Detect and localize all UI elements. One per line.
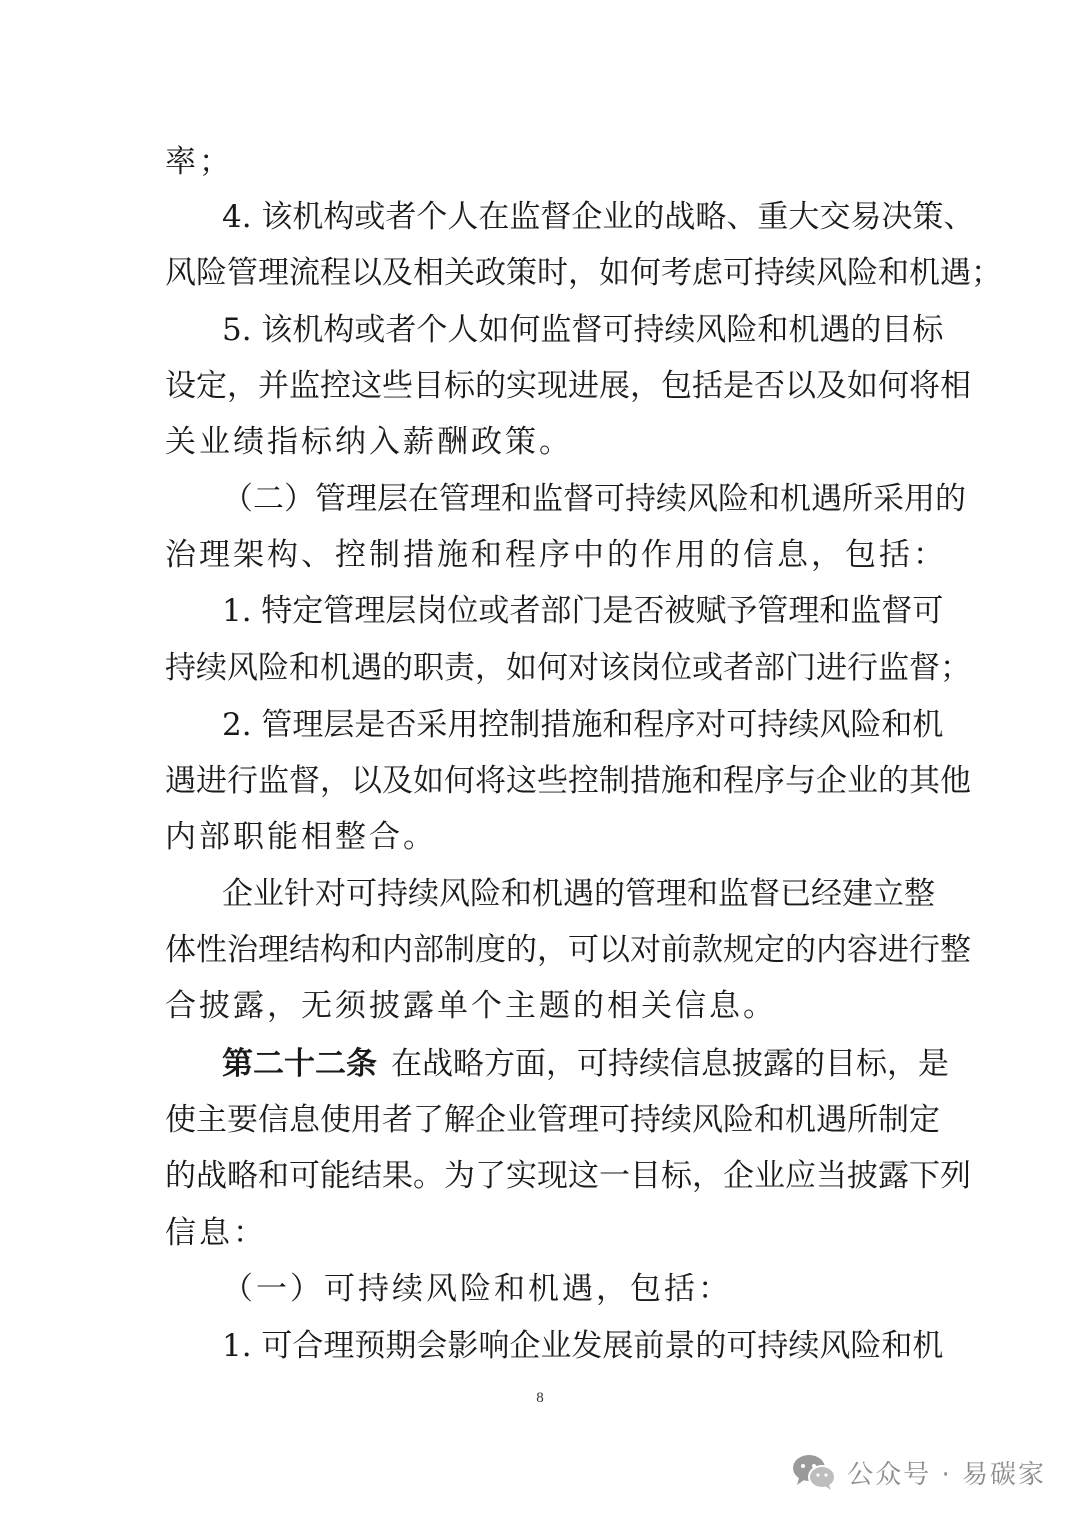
- watermark: [791, 1450, 1046, 1494]
- text-line: 1. 可合理预期会影响企业发展前景的可持续风险和机: [222, 1328, 944, 1364]
- text-line: 体性治理结构和内部制度的，可以对前款规定的内容进行整: [165, 932, 971, 968]
- article-text: 在战略方面，可持续信息披露的目标，是: [391, 1046, 949, 1082]
- text-line: 2. 管理层是否采用控制措施和程序对可持续风险和机: [222, 707, 944, 743]
- text-line: 率；: [165, 144, 233, 180]
- text-line: 遇进行监督，以及如何将这些控制措施和程序与企业的其他: [165, 763, 971, 799]
- text-line: 使主要信息使用者了解企业管理可持续风险和机遇所制定: [165, 1102, 940, 1138]
- text-line: 的战略和可能结果。为了实现这一目标，企业应当披露下列: [165, 1158, 971, 1194]
- article-heading-line: [222, 1036, 949, 1092]
- text-line: 1. 特定管理层岗位或者部门是否被赋予管理和监督可: [222, 593, 944, 629]
- watermark-text: 公众号 · 易碳家: [847, 1459, 1046, 1490]
- text-line: 信息：: [165, 1215, 267, 1251]
- text-line: 合披露，无须披露单个主题的相关信息。: [165, 988, 777, 1024]
- wechat-icon: [791, 1453, 837, 1491]
- text-line: 内部职能相整合。: [165, 819, 437, 855]
- text-line: 持续风险和机遇的职责，如何对该岗位或者部门进行监督；: [165, 650, 971, 686]
- article-number: 第二十二条: [222, 1046, 377, 1082]
- text-line: 5. 该机构或者个人如何监督可持续风险和机遇的目标: [222, 312, 944, 348]
- text-line: （二）管理层在管理和监督可持续风险和机遇所采用的: [222, 481, 966, 517]
- text-line: 关业绩指标纳入薪酬政策。: [165, 424, 573, 460]
- text-line: 风险管理流程以及相关政策时，如何考虑可持续风险和机遇；: [165, 255, 1002, 291]
- text-line: 4. 该机构或者个人在监督企业的战略、重大交易决策、: [222, 199, 975, 235]
- text-line: 企业针对可持续风险和机遇的管理和监督已经建立整: [222, 876, 935, 912]
- page-number: 8: [536, 1390, 544, 1406]
- text-line: （一）可持续风险和机遇，包括：: [222, 1271, 732, 1307]
- text-line: 治理架构、控制措施和程序中的作用的信息，包括：: [165, 537, 947, 573]
- text-line: 设定，并监控这些目标的实现进展，包括是否以及如何将相: [165, 368, 971, 404]
